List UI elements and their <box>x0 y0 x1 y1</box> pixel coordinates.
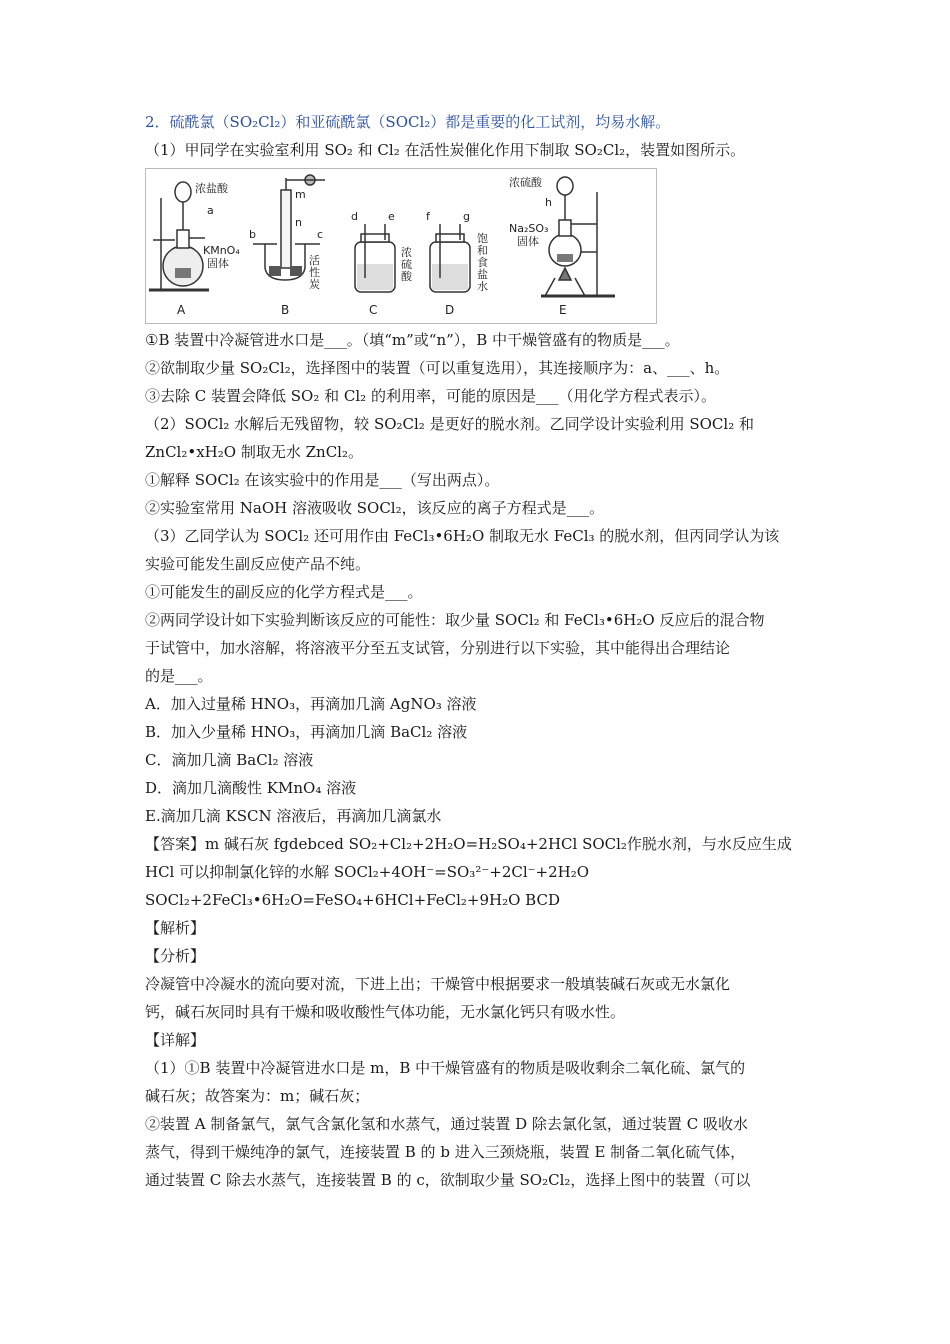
label-c-d: d <box>351 210 358 223</box>
option-e: E.滴加几滴 KSCN 溶液后，再滴加几滴氯水 <box>145 807 442 825</box>
question-1-1: ①B 装置中冷凝管进水口是___。（填“m”或“n”），B 中干燥管盛有的物质是___。 <box>145 331 680 349</box>
label-e-h: h <box>545 196 552 209</box>
analysis-line-2: 钙，碱石灰同时具有干燥和吸收酸性气体功能，无水氯化钙只有吸水性。 <box>145 1003 626 1021</box>
detail-line-1: （1）①B 装置中冷凝管进水口是 m，B 中干燥管盛有的物质是吸收剩余二氧化硫、氯气的 <box>145 1059 746 1077</box>
answer-line-1: 【答案】m 碱石灰 fgdebced SO₂+Cl₂+2H₂O=H₂SO₄+2HCl SOCl₂作脱水剂，与水反应生成 <box>145 835 792 853</box>
label-b-cat-1: 活 <box>309 254 320 267</box>
question-2-1: ①解释 SOCl₂ 在该实验中的作用是___（写出两点）。 <box>145 471 500 489</box>
label-d-liquid-1: 饱 <box>477 232 488 245</box>
answer-line-3: SOCl₂+2FeCl₃•6H₂O=FeSO₄+6HCl+FeCl₂+9H₂O BCD <box>145 891 560 909</box>
label-e: E <box>559 303 567 317</box>
label-b-b: b <box>249 228 256 241</box>
question-2-2: ②实验室常用 NaOH 溶液吸收 SOCl₂，该反应的离子方程式是___。 <box>145 499 605 517</box>
option-a: A．加入过量稀 HNO₃，再滴加几滴 AgNO₃ 溶液 <box>145 695 477 713</box>
label-b: B <box>281 303 290 317</box>
label-b-n: n <box>295 216 302 229</box>
question-part-3-cont: 实验可能发生副反应使产品不纯。 <box>145 555 371 573</box>
label-c: C <box>369 303 378 317</box>
analysis-line-1: 冷凝管中冷凝水的流向要对流，下进上出；干燥管中根据要求一般填装碱石灰或无水氯化 <box>145 975 731 993</box>
question-part-2: （2）SOCl₂ 水解后无残留物，较 SO₂Cl₂ 是更好的脱水剂。乙同学设计实验利用 SOCl₂ 和 <box>145 415 754 433</box>
label-e-solid-2: 固体 <box>517 235 539 248</box>
label-a-solid-1: KMnO₄ <box>203 244 240 257</box>
analysis-subheading: 【分析】 <box>145 947 206 965</box>
label-d-liquid-4: 盐 <box>477 268 488 281</box>
document-page <box>145 108 825 1194</box>
detail-heading: 【详解】 <box>145 1031 206 1049</box>
option-b: B．加入少量稀 HNO₃，再滴加几滴 BaCl₂ 溶液 <box>145 723 468 741</box>
label-c-e: e <box>388 210 395 223</box>
label-b-cat-2: 性 <box>309 266 320 279</box>
label-c-liquid-3: 酸 <box>401 270 412 283</box>
label-d: D <box>445 303 455 317</box>
question-part-3: （3）乙同学认为 SOCl₂ 还可用作由 FeCl₃•6H₂O 制取无水 FeCl₃ 的脱水剂，但丙同学认为该 <box>145 527 780 545</box>
question-title: 2．硫酰氯（SO₂Cl₂）和亚硫酰氯（SOCl₂）都是重要的化工试剂，均易水解。 <box>145 113 671 131</box>
label-c-liquid-1: 浓 <box>401 246 412 259</box>
label-e-acid: 浓硫酸 <box>509 176 542 189</box>
question-1-2: ②欲制取少量 SO₂Cl₂，选择图中的装置（可以重复选用），其连接顺序为：a、___、h。 <box>145 359 730 377</box>
label-d-liquid-2: 和 <box>477 244 488 257</box>
label-d-liquid-5: 水 <box>477 280 488 293</box>
label-b-cat-3: 炭 <box>309 278 320 291</box>
question-1-3: ③去除 C 装置会降低 SO₂ 和 Cl₂ 的利用率，可能的原因是___（用化学方程式表示）。 <box>145 387 716 405</box>
label-a: A <box>177 303 186 317</box>
apparatus-c <box>355 224 395 292</box>
apparatus-figure <box>145 168 657 324</box>
apparatus-diagram <box>145 168 657 324</box>
label-d-liquid-3: 食 <box>477 256 488 269</box>
detail-line-4: 蒸气，得到干燥纯净的氯气，连接装置 B 的 b 进入三颈烧瓶，装置 E 制备二氧化硫气体， <box>145 1143 746 1161</box>
question-3-2-cont: 于试管中，加水溶解，将溶液平分至五支试管，分别进行以下实验，其中能得出合理结论 <box>145 639 731 657</box>
answer-line-2: HCl 可以抑制氯化锌的水解 SOCl₂+4OH⁻=SO₃²⁻+2Cl⁻+2H₂O <box>145 863 590 881</box>
analysis-heading: 【解析】 <box>145 919 206 937</box>
label-e-solid-1: Na₂SO₃ <box>509 222 549 235</box>
label-a-solid-2: 固体 <box>207 257 229 270</box>
detail-line-3: ②装置 A 制备氯气，氯气含氯化氢和水蒸气，通过装置 D 除去氯化氢，通过装置 C 吸收水 <box>145 1115 748 1133</box>
apparatus-d <box>430 224 470 292</box>
question-3-1: ①可能发生的副反应的化学方程式是___。 <box>145 583 423 601</box>
question-part-2-cont: ZnCl₂•xH₂O 制取无水 ZnCl₂。 <box>145 443 363 461</box>
question-3-2: ②两同学设计如下实验判断该反应的可能性：取少量 SOCl₂ 和 FeCl₃•6H₂O 反应后的混合物 <box>145 611 765 629</box>
question-part-1: （1）甲同学在实验室利用 SO₂ 和 Cl₂ 在活性炭催化作用下制取 SO₂Cl₂，装置如图所示。 <box>145 141 746 159</box>
label-a-acid: 浓盐酸 <box>195 182 228 195</box>
detail-line-5: 通过装置 C 除去水蒸气，连接装置 B 的 c，欲制取少量 SO₂Cl₂，选择上图中的装置（可以 <box>145 1171 751 1189</box>
label-d-g: g <box>463 210 470 223</box>
label-d-f: f <box>426 210 430 223</box>
option-d: D．滴加几滴酸性 KMnO₄ 溶液 <box>145 779 357 797</box>
detail-line-2: 碱石灰；故答案为：m；碱石灰； <box>145 1087 370 1105</box>
label-a-port: a <box>207 204 214 217</box>
label-b-m: m <box>295 188 306 201</box>
label-c-liquid-2: 硫 <box>401 258 412 271</box>
question-3-2-end: 的是___。 <box>145 667 213 685</box>
label-b-c: c <box>317 228 324 241</box>
option-c: C．滴加几滴 BaCl₂ 溶液 <box>145 751 314 769</box>
